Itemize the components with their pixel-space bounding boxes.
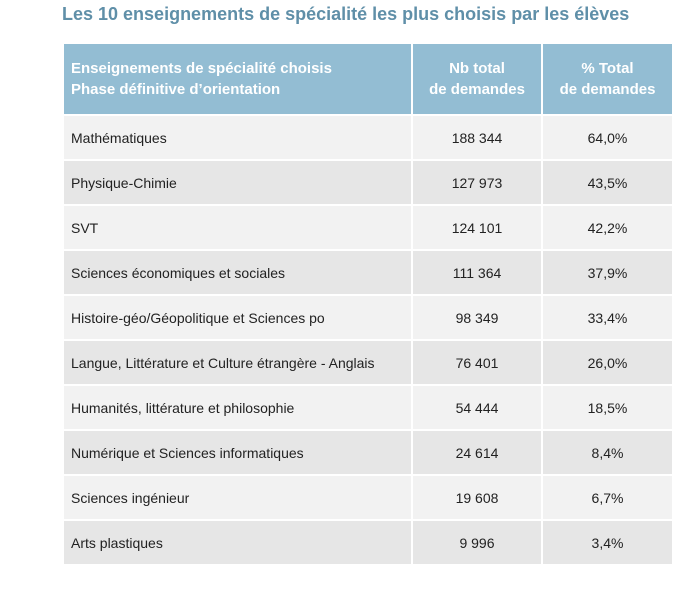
table-row — [63, 295, 673, 340]
cell-nb-demandes: 19 608 — [412, 475, 542, 520]
table-row — [63, 250, 673, 295]
cell-pct-demandes: 42,2% — [542, 205, 673, 250]
cell-enseignement: Physique-Chimie — [63, 160, 412, 205]
cell-nb-demandes: 54 444 — [412, 385, 542, 430]
cell-enseignement: SVT — [63, 205, 412, 250]
cell-nb-demandes: 111 364 — [412, 250, 542, 295]
cell-pct-demandes: 43,5% — [542, 160, 673, 205]
cell-nb-demandes: 76 401 — [412, 340, 542, 385]
table-row — [63, 340, 673, 385]
table-row — [63, 160, 673, 205]
header-col2-line2: de demandes — [429, 81, 525, 98]
cell-enseignement: Sciences économiques et sociales — [63, 250, 412, 295]
table-row — [63, 520, 673, 565]
cell-pct-demandes: 37,9% — [542, 250, 673, 295]
cell-enseignement: Numérique et Sciences informatiques — [63, 430, 412, 475]
cell-enseignement: Arts plastiques — [63, 520, 412, 565]
header-col3-line2: de demandes — [559, 81, 656, 98]
cell-nb-demandes: 98 349 — [412, 295, 542, 340]
header-col1-line2: Phase définitive d’orientation — [71, 81, 281, 98]
table-row — [63, 115, 673, 160]
cell-enseignement: Humanités, littérature et philosophie — [63, 385, 412, 430]
cell-enseignement: Mathématiques — [63, 115, 412, 160]
header-pct-total — [542, 43, 673, 115]
cell-nb-demandes: 9 996 — [412, 520, 542, 565]
cell-nb-demandes: 188 344 — [412, 115, 542, 160]
header-enseignements — [63, 43, 412, 115]
cell-pct-demandes: 26,0% — [542, 340, 673, 385]
header-col1-line1: Enseignements de spécialité choisis — [71, 60, 332, 77]
table-header-row — [63, 43, 673, 115]
table-row — [63, 385, 673, 430]
cell-enseignement: Histoire-géo/Géopolitique et Sciences po — [63, 295, 412, 340]
table-row — [63, 475, 673, 520]
header-nb-total — [412, 43, 542, 115]
cell-pct-demandes: 33,4% — [542, 295, 673, 340]
cell-nb-demandes: 124 101 — [412, 205, 542, 250]
cell-pct-demandes: 6,7% — [542, 475, 673, 520]
cell-pct-demandes: 64,0% — [542, 115, 673, 160]
cell-pct-demandes: 8,4% — [542, 430, 673, 475]
cell-nb-demandes: 24 614 — [412, 430, 542, 475]
table-row — [63, 205, 673, 250]
table-row — [63, 430, 673, 475]
cell-pct-demandes: 3,4% — [542, 520, 673, 565]
cell-enseignement: Langue, Littérature et Culture étrangère - Anglais — [63, 340, 412, 385]
cell-nb-demandes: 127 973 — [412, 160, 542, 205]
cell-pct-demandes: 18,5% — [542, 385, 673, 430]
cell-enseignement: Sciences ingénieur — [63, 475, 412, 520]
header-col3-line1: % Total — [581, 60, 634, 77]
header-col2-line1: Nb total — [449, 60, 505, 77]
page-title: Les 10 enseignements de spécialité les plus choisis par les élèves — [62, 4, 630, 24]
specialites-table — [62, 42, 674, 566]
